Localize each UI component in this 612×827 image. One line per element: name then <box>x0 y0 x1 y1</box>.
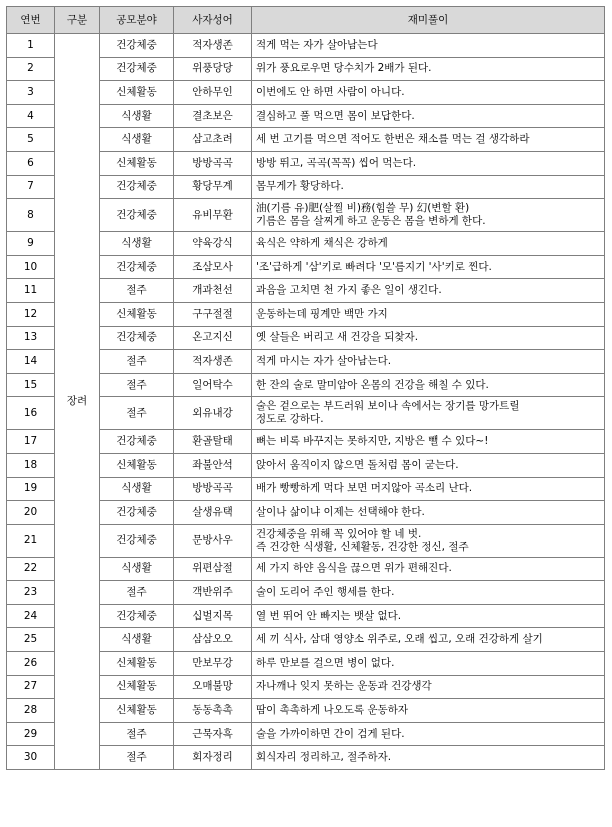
row-number: 6 <box>7 151 55 175</box>
row-number: 3 <box>7 81 55 105</box>
field-cell: 절주 <box>100 373 174 397</box>
field-cell: 신체활동 <box>100 652 174 676</box>
idiom-cell: 동동촉촉 <box>174 699 252 723</box>
meaning-cell: 땀이 촉촉하게 나오도록 운동하자 <box>252 699 605 723</box>
row-number: 30 <box>7 746 55 770</box>
meaning-cell: 적게 마시는 자가 살아남는다. <box>252 350 605 374</box>
row-number: 26 <box>7 652 55 676</box>
field-cell: 건강체중 <box>100 604 174 628</box>
meaning-cell: 살이나 삶이냐 이제는 선택해야 한다. <box>252 501 605 525</box>
idiom-cell: 객반위주 <box>174 581 252 605</box>
idiom-cell: 적자생존 <box>174 34 252 58</box>
idiom-cell: 위편삼절 <box>174 557 252 581</box>
meaning-cell: 옛 살들은 버리고 새 건강을 되찾자. <box>252 326 605 350</box>
idiom-cell: 근묵자흑 <box>174 722 252 746</box>
meaning-cell: 油(기름 유)肥(살찔 비)務(힘쓸 무) 幻(변할 환) 기름은 몸을 살찌게 하고 운동은 몸을 변하게 한다. <box>252 199 605 232</box>
row-number: 25 <box>7 628 55 652</box>
field-cell: 건강체중 <box>100 57 174 81</box>
field-cell: 식생활 <box>100 104 174 128</box>
field-cell: 절주 <box>100 581 174 605</box>
row-number: 2 <box>7 57 55 81</box>
header-idiom: 사자성어 <box>174 7 252 34</box>
idiom-cell: 만보무강 <box>174 652 252 676</box>
idiom-cell: 문방사우 <box>174 524 252 557</box>
meaning-cell: 열 번 뛰어 안 빠지는 뱃살 없다. <box>252 604 605 628</box>
meaning-cell: 세 끼 식사, 삼대 영양소 위주로, 오래 씹고, 오래 건강하게 살기 <box>252 628 605 652</box>
idiom-cell: 온고지신 <box>174 326 252 350</box>
idiom-cell: 약육강식 <box>174 232 252 256</box>
idiom-cell: 환골탈태 <box>174 430 252 454</box>
meaning-cell: 육식은 약하게 채식은 강하게 <box>252 232 605 256</box>
row-number: 14 <box>7 350 55 374</box>
row-number: 9 <box>7 232 55 256</box>
meaning-cell: 회식자리 정리하고, 절주하자. <box>252 746 605 770</box>
field-cell: 절주 <box>100 397 174 430</box>
meaning-cell: 세 번 고기를 먹으면 적어도 한번은 채소를 먹는 걸 생각하라 <box>252 128 605 152</box>
idiom-cell: 구구절절 <box>174 302 252 326</box>
field-cell: 건강체중 <box>100 326 174 350</box>
meaning-cell: 운동하는데 핑계만 백만 가지 <box>252 302 605 326</box>
field-cell: 절주 <box>100 722 174 746</box>
row-number: 8 <box>7 199 55 232</box>
header-no: 연번 <box>7 7 55 34</box>
field-cell: 식생활 <box>100 557 174 581</box>
idiom-cell: 적자생존 <box>174 350 252 374</box>
meaning-cell: 술을 가까이하면 간이 검게 된다. <box>252 722 605 746</box>
row-number: 28 <box>7 699 55 723</box>
field-cell: 신체활동 <box>100 302 174 326</box>
meaning-cell: 건강체중을 위해 꼭 있어야 할 네 벗. 즉 건강한 식생활, 신체활동, 건강한 정신, 절주 <box>252 524 605 557</box>
field-cell: 건강체중 <box>100 255 174 279</box>
field-cell: 건강체중 <box>100 430 174 454</box>
header-category: 구분 <box>55 7 100 34</box>
field-cell: 건강체중 <box>100 199 174 232</box>
field-cell: 신체활동 <box>100 699 174 723</box>
meaning-cell: 술은 겉으로는 부드러워 보이나 속에서는 장기를 망가트릴 정도로 강하다. <box>252 397 605 430</box>
row-number: 16 <box>7 397 55 430</box>
field-cell: 건강체중 <box>100 524 174 557</box>
idiom-cell: 위풍당당 <box>174 57 252 81</box>
row-number: 10 <box>7 255 55 279</box>
idiom-cell: 외유내강 <box>174 397 252 430</box>
row-number: 12 <box>7 302 55 326</box>
meaning-cell: '조'급하게 '삼'키로 빠려다 '모'름지기 '사'키로 찐다. <box>252 255 605 279</box>
row-number: 24 <box>7 604 55 628</box>
row-number: 7 <box>7 175 55 199</box>
idiom-cell: 방방곡곡 <box>174 151 252 175</box>
row-number: 18 <box>7 453 55 477</box>
idiom-cell: 조삼모사 <box>174 255 252 279</box>
table-header-row <box>7 7 605 34</box>
field-cell: 식생활 <box>100 128 174 152</box>
table-row <box>7 34 605 58</box>
meaning-cell: 배가 빵빵하게 먹다 보면 머지않아 곡소리 난다. <box>252 477 605 501</box>
field-cell: 식생활 <box>100 477 174 501</box>
idiom-cell: 안하무인 <box>174 81 252 105</box>
row-number: 23 <box>7 581 55 605</box>
idiom-cell: 회자정리 <box>174 746 252 770</box>
row-number: 4 <box>7 104 55 128</box>
field-cell: 신체활동 <box>100 453 174 477</box>
field-cell: 식생활 <box>100 628 174 652</box>
idiom-cell: 오매불망 <box>174 675 252 699</box>
idiom-cell: 살생유택 <box>174 501 252 525</box>
idiom-cell: 삼고초려 <box>174 128 252 152</box>
row-number: 15 <box>7 373 55 397</box>
header-field: 공모분야 <box>100 7 174 34</box>
field-cell: 건강체중 <box>100 34 174 58</box>
idiom-cell: 유비무환 <box>174 199 252 232</box>
field-cell: 건강체중 <box>100 175 174 199</box>
row-number: 20 <box>7 501 55 525</box>
meaning-cell: 과음을 고치면 천 가지 좋은 일이 생긴다. <box>252 279 605 303</box>
field-cell: 신체활동 <box>100 151 174 175</box>
header-meaning: 재미풀이 <box>252 7 605 34</box>
field-cell: 절주 <box>100 746 174 770</box>
idiom-cell: 삼삼오오 <box>174 628 252 652</box>
field-cell: 식생활 <box>100 232 174 256</box>
idiom-cell: 개과천선 <box>174 279 252 303</box>
idiom-table <box>6 6 605 770</box>
row-number: 22 <box>7 557 55 581</box>
field-cell: 절주 <box>100 350 174 374</box>
meaning-cell: 이번에도 안 하면 사람이 아니다. <box>252 81 605 105</box>
meaning-cell: 앉아서 움직이지 않으면 돌처럼 몸이 굳는다. <box>252 453 605 477</box>
row-number: 5 <box>7 128 55 152</box>
meaning-cell: 결심하고 풀 먹으면 몸이 보답한다. <box>252 104 605 128</box>
meaning-cell: 적게 먹는 자가 살아남는다 <box>252 34 605 58</box>
field-cell: 신체활동 <box>100 675 174 699</box>
meaning-cell: 술이 도리어 주인 행세를 한다. <box>252 581 605 605</box>
idiom-cell: 방방곡곡 <box>174 477 252 501</box>
idiom-cell: 결초보은 <box>174 104 252 128</box>
row-number: 11 <box>7 279 55 303</box>
idiom-cell: 십벌지목 <box>174 604 252 628</box>
table-body <box>7 34 605 770</box>
idiom-cell: 일어탁수 <box>174 373 252 397</box>
meaning-cell: 위가 풍요로우면 당수치가 2배가 된다. <box>252 57 605 81</box>
row-number: 19 <box>7 477 55 501</box>
meaning-cell: 세 가지 하얀 음식을 끊으면 위가 편해진다. <box>252 557 605 581</box>
field-cell: 절주 <box>100 279 174 303</box>
row-number: 13 <box>7 326 55 350</box>
category-cell: 장려 <box>55 34 100 770</box>
row-number: 1 <box>7 34 55 58</box>
field-cell: 신체활동 <box>100 81 174 105</box>
meaning-cell: 몸무게가 황당하다. <box>252 175 605 199</box>
meaning-cell: 뼈는 비록 바꾸지는 못하지만, 지방은 뺄 수 있다~! <box>252 430 605 454</box>
idiom-cell: 좌불안석 <box>174 453 252 477</box>
meaning-cell: 하루 만보를 걸으면 병이 없다. <box>252 652 605 676</box>
idiom-cell: 황당무계 <box>174 175 252 199</box>
row-number: 21 <box>7 524 55 557</box>
row-number: 17 <box>7 430 55 454</box>
row-number: 27 <box>7 675 55 699</box>
row-number: 29 <box>7 722 55 746</box>
meaning-cell: 자나깨나 잊지 못하는 운동과 건강생각 <box>252 675 605 699</box>
meaning-cell: 방방 뛰고, 곡곡(꼭꼭) 씹어 먹는다. <box>252 151 605 175</box>
field-cell: 건강체중 <box>100 501 174 525</box>
meaning-cell: 한 잔의 술로 말미암아 온몸의 건강을 해칠 수 있다. <box>252 373 605 397</box>
